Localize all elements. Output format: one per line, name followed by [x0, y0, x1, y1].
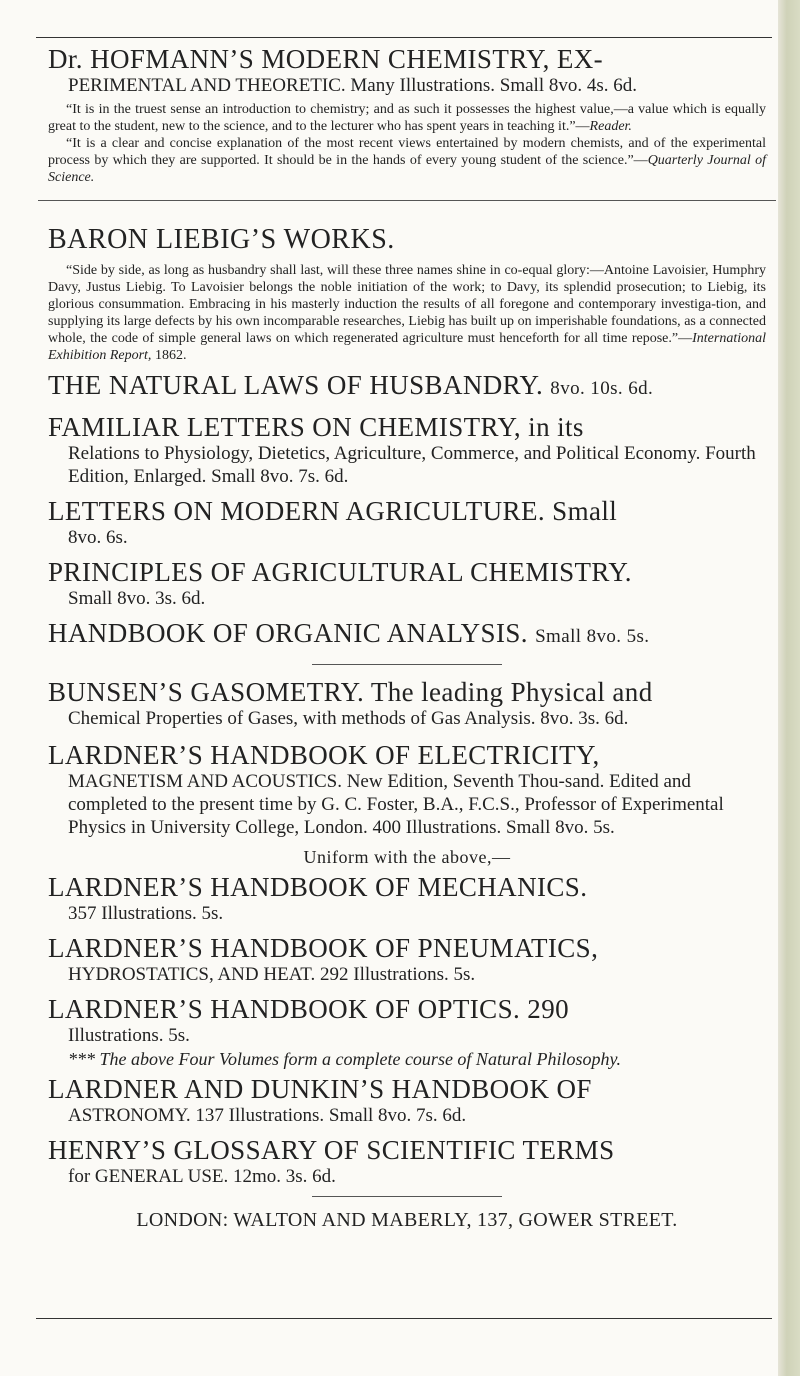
publisher-footer: LONDON: WALTON AND MABERLY, 137, GOWER STREET. [136, 1209, 678, 1231]
lardner-pneumatics-title: LARDNER’S HANDBOOK OF PNEUMATICS, [48, 933, 599, 963]
principles-subtitle: Small 8vo. 3s. 6d. [68, 588, 206, 609]
lardner-electricity-subtitle: MAGNETISM AND ACOUSTICS. New Edition, Seventh Thou-sand. Edited and completed to the present time by G. C. Foster, B.A., F.C.S., Professor of Experimental Physics in University College, London. 400 Illustrations. Small 8vo. 5s. [68, 771, 724, 838]
lardner-electricity-title: LARDNER’S HANDBOOK OF ELECTRICITY, [48, 740, 600, 770]
top-rule [36, 37, 772, 38]
page-content [48, 44, 766, 1232]
bottom-rule [36, 1318, 772, 1319]
hofmann-subtitle: PERIMENTAL AND THEORETIC. Many Illustrations. Small 8vo. 4s. 6d. [68, 75, 637, 96]
letters-agriculture-subtitle: 8vo. 6s. [68, 527, 128, 548]
lardner-optics-subtitle: Illustrations. 5s. [68, 1025, 190, 1046]
page-edge [778, 0, 800, 1376]
natural-laws-entry: THE NATURAL LAWS OF HUSBANDRY. 8vo. 10s. 6d. [48, 370, 654, 400]
letters-agriculture-title: LETTERS ON MODERN AGRICULTURE. Small [48, 496, 618, 526]
short-divider [312, 664, 502, 665]
section-divider [38, 200, 776, 202]
principles-title: PRINCIPLES OF AGRICULTURAL CHEMISTRY. [48, 557, 632, 587]
astronomy-subtitle: ASTRONOMY. 137 Illustrations. Small 8vo. 7s. 6d. [68, 1105, 467, 1126]
natural-philosophy-note: *** The above Four Volumes form a complete course of Natural Philosophy. [68, 1049, 621, 1069]
familiar-letters-title: FAMILIAR LETTERS ON CHEMISTRY, in its [48, 412, 584, 442]
liebig-quote: “Side by side, as long as husbandry shall last, will these three names shine in co-equal glory:—Antoine Lavoisier, Humphry Davy, Justus Liebig. To Lavoisier belongs the noble initiation of the work; to Davy, its splendid prosecution; to Liebig, its glorious consummation. Embracing in his masterly induction the results of all foregone and contemporary investiga-tion, and supplying its large defects by his own incomparable researches, Liebig has built up on imperishable foundations, as a connected whole, the code of simple general laws on which regenerated agriculture must henceforth for all time repose.”—International Exhibition Report, 1862. [48, 263, 766, 363]
glossary-subtitle: for GENERAL USE. 12mo. 3s. 6d. [68, 1166, 336, 1187]
bunsen-subtitle: Chemical Properties of Gases, with methods of Gas Analysis. 8vo. 3s. 6d. [68, 708, 629, 729]
uniform-caption: Uniform with the above,— [303, 847, 511, 867]
handbook-organic-entry: HANDBOOK OF ORGANIC ANALYSIS. Small 8vo. 5s. [48, 618, 650, 648]
hofmann-quote-2: “It is a clear and concise explanation of the most recent views entertained by modern chemists, and of the experimental process by which they are supported. It should be in the hands of every young student of the science.”—Quarterly Journal of Science. [48, 136, 767, 185]
liebig-heading: BARON LIEBIG’S WORKS. [48, 224, 395, 255]
hofmann-title: Dr. HOFMANN’S MODERN CHEMISTRY, EX- [48, 44, 604, 74]
lardner-mechanics-subtitle: 357 Illustrations. 5s. [68, 903, 224, 924]
astronomy-title: LARDNER AND DUNKIN’S HANDBOOK OF [48, 1074, 592, 1104]
glossary-title: HENRY’S GLOSSARY OF SCIENTIFIC TERMS [48, 1135, 615, 1165]
lardner-mechanics-title: LARDNER’S HANDBOOK OF MECHANICS. [48, 872, 588, 902]
hofmann-quote-1: “It is in the truest sense an introduction to chemistry; and as such it possesses the highest value,—a value which is equally great to the student, new to the science, and to the lecturer who has spent years in teaching it.”—Reader. [48, 102, 766, 134]
footer-divider [312, 1196, 502, 1197]
lardner-optics-title: LARDNER’S HANDBOOK OF OPTICS. 290 [48, 994, 569, 1024]
lardner-pneumatics-subtitle: HYDROSTATICS, AND HEAT. 292 Illustrations. 5s. [68, 964, 476, 985]
bunsen-title: BUNSEN’S GASOMETRY. The leading Physical and [48, 677, 653, 707]
familiar-letters-subtitle: Relations to Physiology, Dietetics, Agriculture, Commerce, and Political Economy. Fourth Edition, Enlarged. Small 8vo. 7s. 6d. [68, 443, 756, 487]
